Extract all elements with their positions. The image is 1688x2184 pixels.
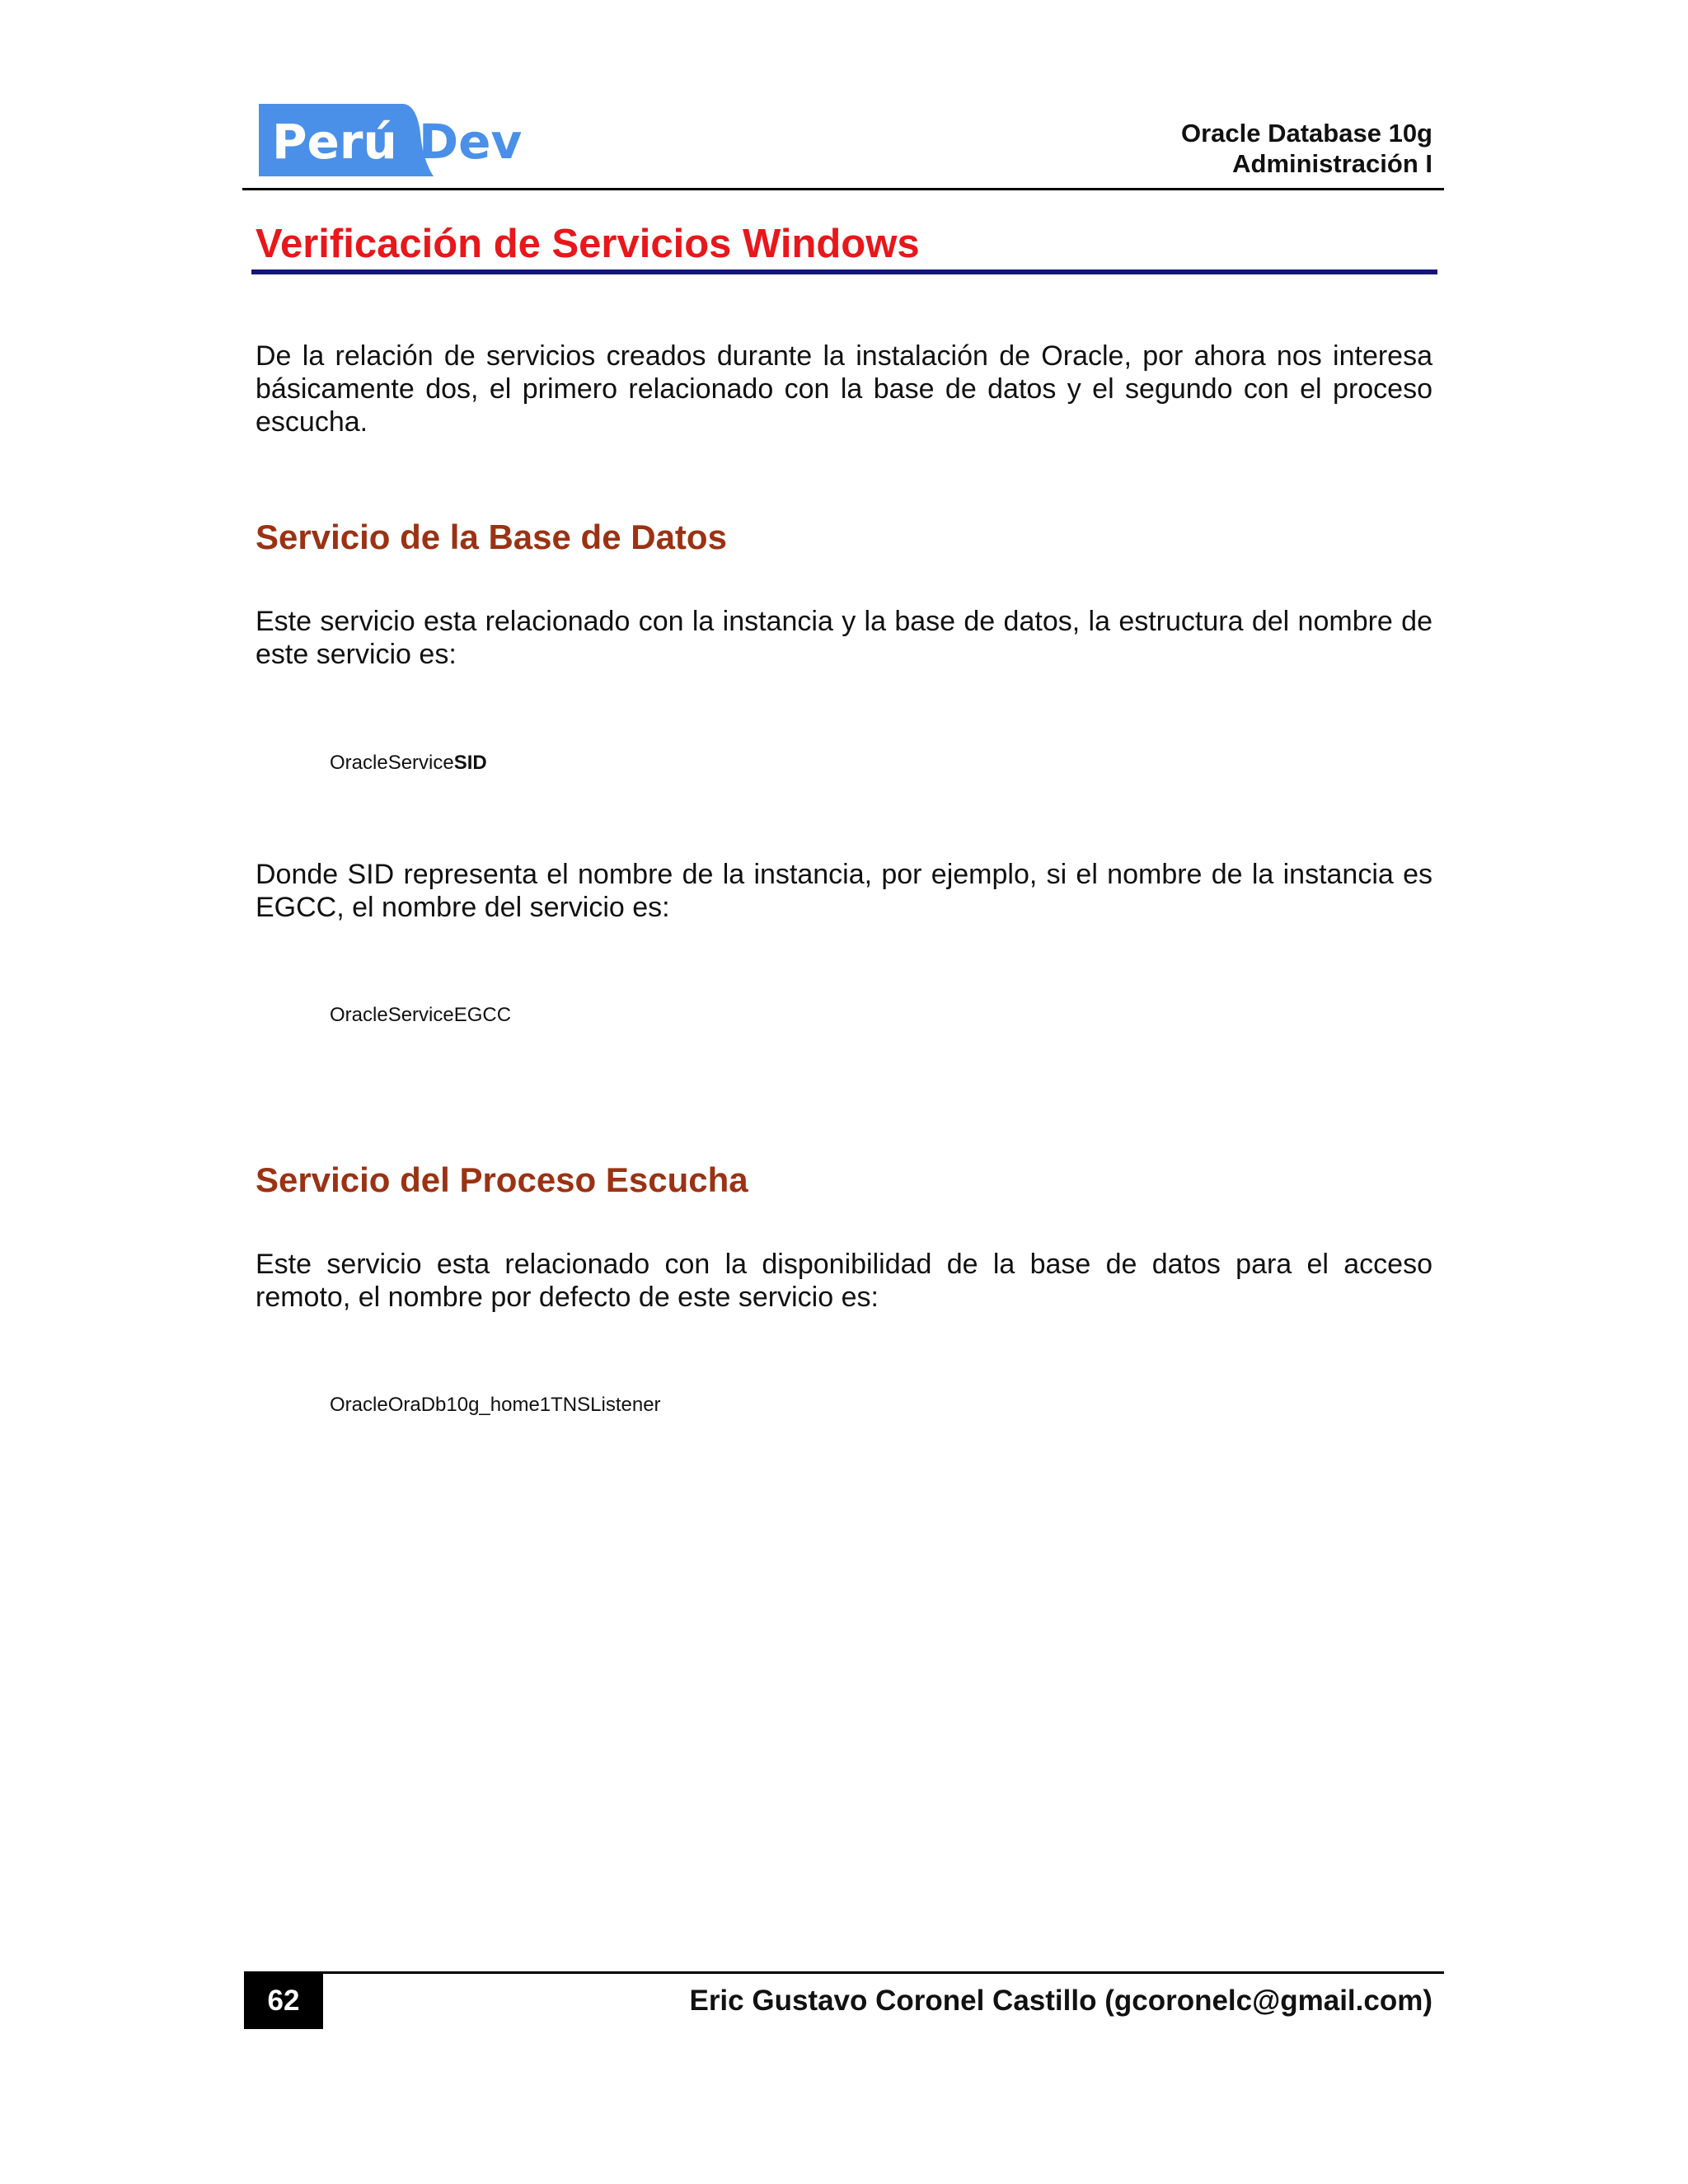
book-title: Oracle Database 10g xyxy=(1180,119,1432,148)
intro-paragraph: De la relación de servicios creados durante la instalación de Oracle, por ahora nos interesa básicamente dos, el primero relacionado con la base de datos y el segundo con el proceso escucha. xyxy=(256,340,1432,438)
header-divider xyxy=(242,188,1444,190)
logo-word-1: Perú xyxy=(272,114,397,170)
footer-author: Eric Gustavo Coronel Castillo (gcoronelc@gmail.com) xyxy=(689,1985,1432,2017)
page-number: 62 xyxy=(244,1973,323,2029)
section-database-paragraph: Este servicio esta relacionado con la instancia y la base de datos, la estructura del nombre de este servicio es: xyxy=(256,606,1432,670)
service-name-prefix: OracleService xyxy=(330,752,454,774)
book-subtitle: Administración I xyxy=(1232,149,1432,178)
service-name-example-sid xyxy=(330,752,487,775)
section-heading-database: Servicio de la Base de Datos xyxy=(256,518,727,556)
section-listener-paragraph: Este servicio esta relacionado con la disponibilidad de la base de datos para el acceso remoto, el nombre por defecto de este servicio es: xyxy=(256,1249,1432,1313)
title-underline xyxy=(251,269,1437,274)
service-name-sid: SID xyxy=(453,752,487,774)
section-heading-listener: Servicio del Proceso Escucha xyxy=(256,1160,748,1199)
header-book-info xyxy=(1181,118,1432,179)
page-title: Verificación de Servicios Windows xyxy=(256,222,920,266)
service-name-listener: OracleOraDb10g_home1TNSListener xyxy=(330,1394,661,1416)
logo-word-2: Dev xyxy=(419,114,521,170)
logo-graphic xyxy=(257,101,521,180)
section-database-paragraph-2: Donde SID representa el nombre de la instancia, por ejemplo, si el nombre de la instancia es EGCC, el nombre del servicio es: xyxy=(256,859,1432,923)
footer-divider xyxy=(244,1971,1444,1974)
peru-dev-logo xyxy=(257,101,521,180)
service-name-example-egcc: OracleServiceEGCC xyxy=(330,1004,512,1026)
